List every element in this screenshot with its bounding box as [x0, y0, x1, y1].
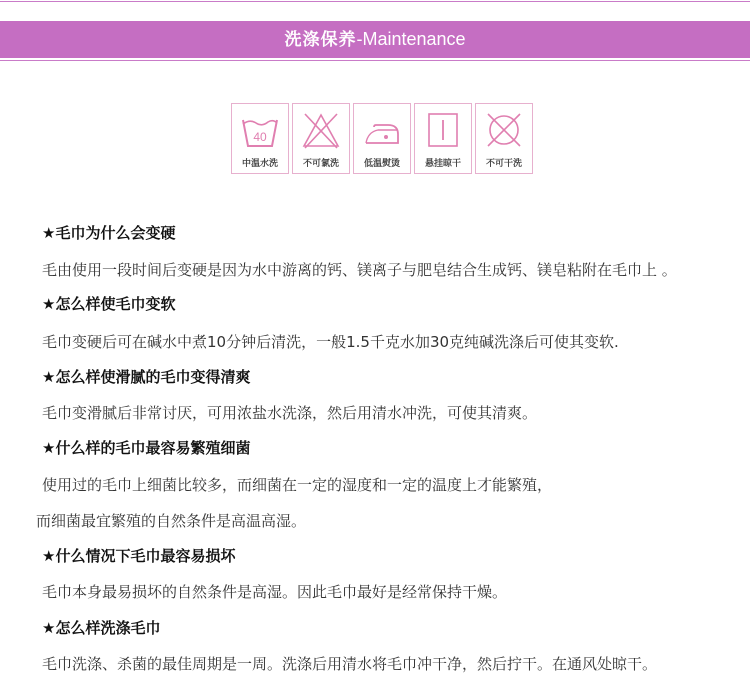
care-icon-iron [353, 103, 411, 174]
answer-text: 毛巾洗涤、杀菌的最佳周期是一周。洗涤后用清水将毛巾冲干净，然后拧干。在通风处晾干。 [42, 655, 658, 673]
header-line-top [0, 1, 750, 2]
question-heading: ★什么样的毛巾最容易繁殖细菌 [42, 439, 251, 457]
care-icon-wash [231, 103, 289, 174]
wash-40-icon [240, 110, 280, 152]
header-line-bottom [0, 60, 750, 61]
care-icon-nodry [475, 103, 533, 174]
care-label: 不可氯洗 [302, 159, 339, 169]
care-icon-hang [414, 103, 472, 174]
question-heading: ★毛巾为什么会变硬 [42, 224, 176, 242]
answer-text: 而细菌最宜繁殖的自然条件是高温高湿。 [36, 512, 307, 530]
care-icons [231, 103, 531, 174]
answer-text: 毛巾变滑腻后非常讨厌，可用浓盐水洗涤，然后用清水冲洗，可使其清爽。 [42, 404, 538, 422]
section-title [0, 21, 750, 58]
wash-temp: 40 [253, 130, 267, 144]
answer-text: 毛由使用一段时间后变硬是因为水中游离的钙、镁离子与肥皂结合生成钙、镁皂粘附在毛巾上 。 [42, 261, 677, 279]
no-bleach-icon [301, 110, 341, 152]
question-heading: ★什么情况下毛巾最容易损坏 [42, 547, 236, 565]
question-heading: ★怎么样使滑腻的毛巾变得清爽 [42, 368, 251, 386]
care-label: 中温水洗 [241, 159, 278, 169]
header-band [0, 0, 750, 61]
care-label: 不可干洗 [485, 159, 522, 169]
no-tumble-dry-icon [484, 110, 524, 152]
hang-dry-icon [423, 110, 463, 152]
care-label: 悬挂晾干 [424, 159, 461, 169]
care-label: 低温熨烫 [363, 159, 400, 169]
answer-text: 毛巾本身最易损坏的自然条件是高湿。因此毛巾最好是经常保持干燥。 [42, 583, 508, 601]
answer-text: 毛巾变硬后可在碱水中煮10分钟后清洗，一般1.5千克水加30克纯碱洗涤后可使其变软. [42, 333, 619, 351]
question-heading: ★怎么样使毛巾变软 [42, 295, 176, 313]
question-heading: ★怎么样洗涤毛巾 [42, 619, 161, 637]
care-icon-bleach [292, 103, 350, 174]
title-cn: 洗涤保养 [284, 30, 357, 50]
low-iron-icon [362, 110, 402, 152]
answer-text: 使用过的毛巾上细菌比较多，而细菌在一定的湿度和一定的温度上才能繁殖， [42, 476, 553, 494]
title-en: -Maintenance [356, 29, 466, 49]
